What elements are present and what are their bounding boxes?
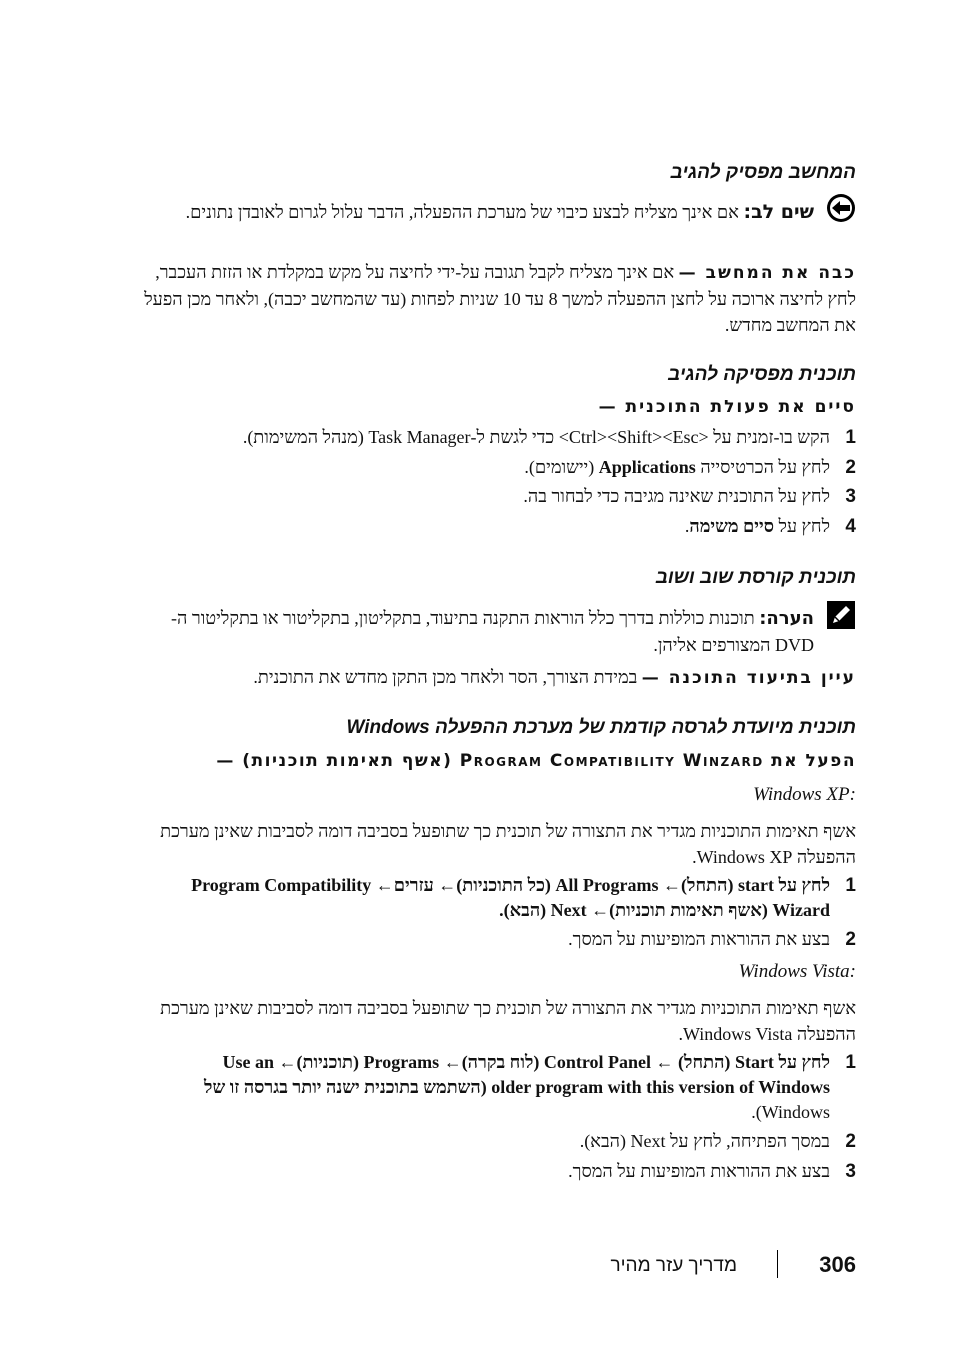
- windows-vista-label: :Windows Vista: [738, 961, 856, 982]
- step-number: 1: [845, 427, 856, 448]
- power-off-label: כבה את המחשב —: [678, 263, 856, 283]
- note-text: תוכנות כוללות בדרך כלל הוראות התקנה בתיעוד, בתקליטון, בתקליטור או בתקליטור ה-DVD המצורפים אליהן.: [171, 608, 814, 655]
- xp-step-1-line2: [126, 898, 856, 923]
- step-number: 2: [845, 1131, 856, 1152]
- vista-step-1-path-end: Windows).: [751, 1102, 830, 1122]
- step-text-end: .: [684, 516, 690, 536]
- xp-step-1: [126, 873, 856, 923]
- notice-paragraph: [114, 199, 814, 225]
- step-number: 1: [845, 875, 856, 896]
- step-4: [685, 514, 856, 539]
- step-number: 3: [845, 486, 856, 507]
- vista-step-1-line2: [126, 1075, 856, 1100]
- step-text-end: (יישומים).: [524, 457, 599, 477]
- section-title-program-crash: תוכנית קורסת שוב ושוב: [655, 567, 856, 588]
- power-off-text: אם אינך מצליח לקבל תגובה על-ידי לחיצה על מקש במקלדת או הזזת העכבר, לחץ לחיצה ארוכה על לחצן ההפעלה למשך 8 עד 10 שניות לפחות (עד שהמחשב יכבה), ולאחר מכן הפעל את המחשב מחדש.: [144, 262, 856, 335]
- step-text: בצע את ההוראות המופיעות על המסך.: [568, 1161, 830, 1181]
- notice-text: אם אינך מצליח לבצע כיבוי של מערכת ההפעלה, הדבר עלול לגרום לאובדן נתונים.: [185, 202, 739, 222]
- section-title-program-hang: תוכנית מפסיקה להגיב: [667, 364, 856, 385]
- xp-step-1-path-end: Wizard (אשף תאימות תוכניות)← Next (הבא).: [499, 900, 830, 920]
- step-3: [523, 484, 856, 509]
- notice-hand-icon: [826, 193, 856, 223]
- step-number: 2: [845, 457, 856, 478]
- page-number: 306: [819, 1252, 856, 1277]
- note-paragraph: [134, 605, 814, 658]
- documentation-label: עיין בתיעוד התוכנה —: [641, 668, 856, 688]
- end-task-label: סיים משימה: [689, 516, 774, 536]
- step-text: הקש בו-זמנית על <Ctrl><Shift><Esc> כדי לגשת ל-Task Manager (מנהל המשימות).: [242, 427, 830, 447]
- step-text: לחץ על התוכנית שאינה מגיבה כדי לבחור בה.: [523, 486, 830, 506]
- step-1: [243, 425, 856, 450]
- windows-xp-label: :Windows XP: [753, 784, 856, 805]
- note-label: הערה:: [759, 608, 814, 629]
- step-2: [524, 455, 856, 480]
- vista-step-1-path-mid: older program with this version of Windows (השתמש בתוכנית ישנה יותר בגרסה זו של: [204, 1077, 830, 1097]
- section-title-older-windows: תוכנית מיועדת לגרסה קודמת של מערכת ההפעלה Windows: [346, 717, 856, 738]
- windows-xp-description: אשף תאימות התוכניות מגדיר את התצורה של תוכנית כך שתופעל בסביבה דומה לסביבות שאינן מערכת ההפעלה Windows XP.: [160, 821, 856, 867]
- vista-step-1: [126, 1050, 856, 1125]
- documentation-text: במידת הצורך, הסר ולאחר מכן התקן מחדש את התוכנית.: [253, 667, 638, 687]
- footer-divider: [777, 1250, 778, 1278]
- step-number: 2: [845, 929, 856, 950]
- note-pencil-icon: [826, 600, 856, 630]
- step-text: לחץ על הכרטיסייה: [695, 457, 830, 477]
- wizard-name: Program Compatibility Winzard: [459, 751, 764, 771]
- power-off-paragraph: [136, 259, 856, 338]
- step-number: 4: [845, 516, 856, 537]
- step-number: 1: [845, 1052, 856, 1073]
- vista-step-1-path: לחץ על Start (התחל) ← Control Panel (לוח בקרה)← Programs (תוכניות)← Use an: [222, 1052, 830, 1072]
- step-text: לחץ על: [773, 516, 830, 536]
- step-text: בצע את ההוראות המופיעות על המסך.: [568, 929, 830, 949]
- notice-label: שים לב:: [743, 201, 814, 223]
- documentation-paragraph: [253, 664, 856, 691]
- subtitle-part: הפעל את: [763, 751, 856, 771]
- windows-vista-description: אשף תאימות התוכניות מגדיר את התצורה של תוכנית כך שתופעל בסביבה דומה לסביבות שאינן מערכת ההפעלה Windows Vista.: [160, 998, 856, 1044]
- footer-title: מדריך עזר מהיר: [610, 1255, 737, 1276]
- step-number: 3: [845, 1161, 856, 1182]
- applications-tab-label: Applications: [598, 457, 696, 477]
- step-text: במסך הפתיחה, לחץ על Next (הבא).: [579, 1131, 830, 1151]
- xp-step-2: [568, 927, 856, 952]
- vista-step-2: [580, 1129, 856, 1154]
- compatibility-wizard-subtitle: [216, 751, 856, 771]
- end-program-subtitle: סיים את פעולת התוכנית —: [598, 397, 856, 417]
- vista-step-1-line3: [126, 1100, 856, 1125]
- subtitle-part: (אשף תאימות תוכניות) —: [216, 751, 460, 771]
- xp-step-1-path: לחץ על start (התחל)← All Programs (כל התוכניות)← עזרים← Program Compatibility: [191, 875, 830, 895]
- section-title-computer-hang: המחשב מפסיק להגיב: [670, 162, 856, 183]
- vista-step-3: [568, 1159, 856, 1184]
